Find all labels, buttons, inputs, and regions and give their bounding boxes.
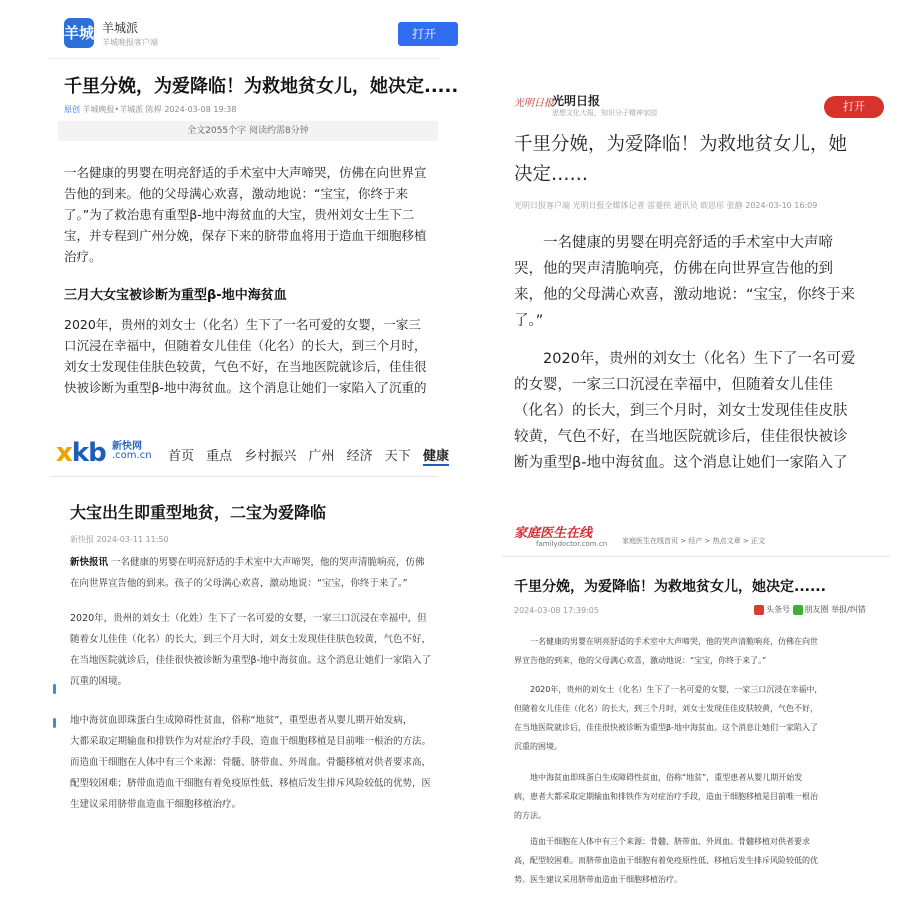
xkb-article (50, 432, 449, 832)
lead-label: 新快报讯 (70, 557, 109, 568)
text-line: 哭，他的哭声清脆响亮，仿佛在向世界宣告他的到 (514, 261, 833, 277)
publish-date: 2024-03-08 17:39:05 (514, 606, 599, 615)
app-banner (502, 84, 890, 124)
text-line: 口沉浸在幸福中，但随着女儿佳佳（化名）的长大，到三个月时， (64, 338, 427, 353)
publish-date: 2024-03-11 11:50 (96, 535, 169, 544)
text-line: 告他的到来。他的父母满心欢喜，激动地说：“宝宝，你终于来 (64, 186, 408, 201)
paragraph-intro (514, 632, 890, 670)
text-line: 沉重的困境。 (514, 742, 562, 751)
text-line: 2020年，贵州的刘女士（化姓）生下了一名可爱的女婴，一家三口沉浸在幸福中，但 (70, 613, 427, 624)
text-line: 一名健康的男婴在明亮舒适的手术室中大声啼哭，仿佛在向世界宣 (64, 165, 427, 180)
site-navbar (50, 432, 449, 477)
title-line: 千里分娩，为爱降临！为救地贫女儿，她 (514, 134, 848, 155)
text-line: 地中海贫血即珠蛋白生成障碍性贫血，俗称“地贫”，重型患者从婴儿期开始发 (514, 773, 803, 782)
yangchengpai-article (50, 10, 459, 400)
share-label: 头条号 (766, 605, 790, 614)
nav-item-economy[interactable]: 经济 (346, 449, 373, 464)
logo-text: 光明日报 (514, 98, 554, 109)
paragraph-intro (514, 230, 890, 334)
article-meta: 光明日报客户端 光明日报全媒体记者 雷菱侠 通讯员 欧思彤 张静 2024-03-10 16:09 (514, 201, 818, 210)
familydoctor-article (502, 518, 890, 898)
nav-item-rural[interactable]: 乡村振兴 (244, 449, 297, 464)
guangming-logo (514, 94, 554, 109)
quote-marker (53, 684, 56, 694)
nav-item-guangzhou[interactable]: 广州 (308, 449, 335, 464)
text-line: 快被诊断为重型β-地中海贫血。这个消息让她们一家陷入了沉重的 (64, 380, 427, 395)
familydoctor-logo[interactable]: 家庭医生在线 (514, 526, 593, 541)
yangchengpai-logo: 羊城 (64, 18, 94, 48)
text-line: 的方法。 (514, 811, 546, 820)
text-line: 沉重的困境。 (70, 676, 128, 687)
open-app-button[interactable]: 打开 (824, 96, 884, 118)
app-name: 羊城派 (102, 21, 139, 35)
share-label: 朋友圈 (804, 605, 829, 614)
paragraph-diagnosis (514, 346, 890, 476)
nav-item-health[interactable]: 健康 (422, 449, 449, 464)
share-bar (754, 604, 866, 615)
text-line: 宝，并专程到广州分娩，保存下来的脐带血将用于造血干细胞移植 (64, 228, 427, 243)
nav-item-world[interactable]: 天下 (384, 449, 411, 464)
text-line: 在当地医院就诊后，佳佳很快被诊断为重型β-地中海贫血。这个消息让她们一家陷入了 (514, 723, 818, 732)
text-line: 2020年，贵州的刘女士（化名）生下了一名可爱的女婴，一家三口沉浸在幸福中， (514, 685, 823, 694)
text-span: 一名健康的男婴在明亮舒适的手术室中大声啼哭，他的哭声清脆响亮，仿佛 (111, 557, 425, 568)
app-banner (50, 10, 438, 59)
text-line: 一名健康的男婴在明亮舒适的手术室中大声啼 (514, 235, 833, 251)
app-name: 光明日报 (552, 94, 601, 108)
paragraph-intro (64, 162, 444, 267)
site-header (502, 518, 890, 557)
text-line: 在向世界宣告他的到来。孩子的父母满心欢喜，激动地说：“宝宝，你终于来了。” (70, 578, 408, 589)
text-line: 但随着女儿佳佳（化名）的长大，到三个月时，刘女士发现佳佳皮肤较黄，气色不好， (514, 704, 818, 713)
breadcrumb[interactable]: 家庭医生在线首页 > 经产 > 热点文章 > 正文 (622, 537, 765, 545)
text-line: 了。” (514, 313, 544, 329)
text-line: 了。”为了救治患有重型β-地中海贫血的大宝，贵州刘女士生下二 (64, 207, 415, 222)
text-line: 随着女儿佳佳（化名）的长大，到三个月大时，刘女士发现佳佳肤色较黄，气色不好， (70, 634, 432, 645)
text-line: 而造血干细胞在人体中有三个来源：骨髓、脐带血、外周血。骨髓移植对供者要求高， (70, 757, 432, 768)
share-wechat-button[interactable] (793, 605, 829, 614)
text-line: 断为重型β-地中海贫血。这个消息让她们一家陷入了 (514, 455, 848, 471)
text-line: 界宣告他的到来，他的父母满心欢喜，激动地说：“宝宝，你终于来了。” (514, 656, 767, 665)
guangming-article (502, 84, 890, 474)
text-line: 治疗。 (64, 249, 102, 264)
article-title: 千里分娩，为爱降临！为救地贫女儿，她决定..... (64, 76, 459, 97)
text-line: 一名健康的男婴在明亮舒适的手术室中大声啼哭，他的哭声清脆响亮，仿佛在向世 (514, 637, 818, 646)
paragraph-diagnosis (514, 680, 890, 756)
text-line: 造血干细胞在人体中有三个来源：骨髓、脐带血、外周血。骨髓移植对供者要求 (514, 837, 810, 846)
section-heading: 三月大女宝被诊断为重型β-地中海贫血 (64, 288, 287, 303)
text-line: 高，配型较困难。而脐带血造血干细胞有着免疫原性低、移植后发生排斥风险较低的优 (514, 856, 818, 865)
article-meta (70, 534, 169, 545)
toutiao-icon (754, 605, 764, 615)
text-line (70, 552, 450, 573)
text-line: 配型较困难；脐带血造血干细胞有着免疫原性低、移植后发生排斥风险较低的优势，医 (70, 778, 432, 789)
open-app-button[interactable]: 打开 (398, 22, 458, 46)
paragraph-diagnosis (70, 608, 450, 692)
word-count-bar: 全文2055个字 阅读约需8分钟 (58, 121, 438, 141)
logo-x: x (56, 438, 72, 468)
app-subtitle: 思想文化大报，知识分子精神家园 (552, 109, 657, 117)
source: 新快报 (70, 535, 94, 544)
logo-kb: kb (71, 438, 106, 468)
text-line: 势。医生建议采用脐带血造血干细胞移植治疗。 (514, 875, 682, 884)
nav-item-focus[interactable]: 重点 (206, 449, 233, 464)
text-line: 生建议采用脐带血造血干细胞移植治疗。 (70, 799, 242, 810)
article-title: 千里分娩，为爱降临！为救地贫女儿，她决定...... (514, 579, 826, 595)
nav-menu (168, 445, 457, 464)
logo-domain: familydoctor.com.cn (536, 540, 608, 548)
text-line: 来，他的父母满心欢喜，激动地说：“宝宝，你终于来 (514, 287, 856, 303)
original-badge: 原创 (64, 105, 80, 114)
text-line: 刘女士发现佳佳肤色较黄，气色不好，在当地医院就诊后，佳佳很 (64, 359, 427, 374)
text-line: 较黄，气色不好，在当地医院就诊后，佳佳很快被诊 (514, 429, 848, 445)
paragraph-thalassemia (70, 710, 450, 815)
paragraph-stemcell (514, 832, 890, 889)
text-line: 病，患者大都采取定期输血和排铁作为对症治疗手段，造血干细胞移植是目前唯一根治 (514, 792, 818, 801)
wechat-icon (793, 605, 803, 615)
text-line: 2020年，贵州的刘女士（化名）生下了一名可爱的女婴，一家三 (64, 317, 421, 332)
app-subtitle: 羊城晚报客户端 (102, 38, 158, 47)
text-line: 的女婴，一家三口沉浸在幸福中，但随着女儿佳佳 (514, 377, 833, 393)
article-title (514, 130, 886, 190)
text-line: 大都采取定期输血和排铁作为对症治疗手段，造血干细胞移植是目前唯一根治的方法。 (70, 736, 432, 747)
nav-item-home[interactable]: 首页 (168, 449, 195, 464)
quote-marker (53, 718, 56, 728)
article-meta (64, 104, 236, 115)
share-toutiao-button[interactable] (754, 605, 790, 614)
text-line: 地中海贫血即珠蛋白生成障碍性贫血，俗称“地贫”，重型患者从婴儿期开始发病， (70, 715, 413, 726)
byline: 羊城晚报•羊城派 陈桿 2024-03-08 19:38 (82, 105, 237, 114)
text-line: 2020年，贵州的刘女士（化名）生下了一名可爱 (514, 351, 856, 367)
xkb-logo[interactable] (56, 438, 106, 468)
logo-domain: .com.cn (112, 450, 152, 461)
text-line: （化名）的长大，到三个月时，刘女士发现佳佳皮肤 (514, 403, 848, 419)
logo-name: 新快网 (112, 441, 142, 452)
article-title: 大宝出生即重型地贫，二宝为爱降临 (70, 503, 327, 522)
text-line: 在当地医院就诊后，佳佳很快被诊断为重型β-地中海贫血。这个消息让她们一家陷入了 (70, 655, 431, 666)
paragraph-thalassemia (514, 768, 890, 825)
paragraph-intro (70, 552, 450, 594)
title-line: 决定…… (514, 164, 589, 185)
paragraph-diagnosis (64, 314, 444, 398)
report-link[interactable]: 举报/纠错 (831, 605, 866, 614)
